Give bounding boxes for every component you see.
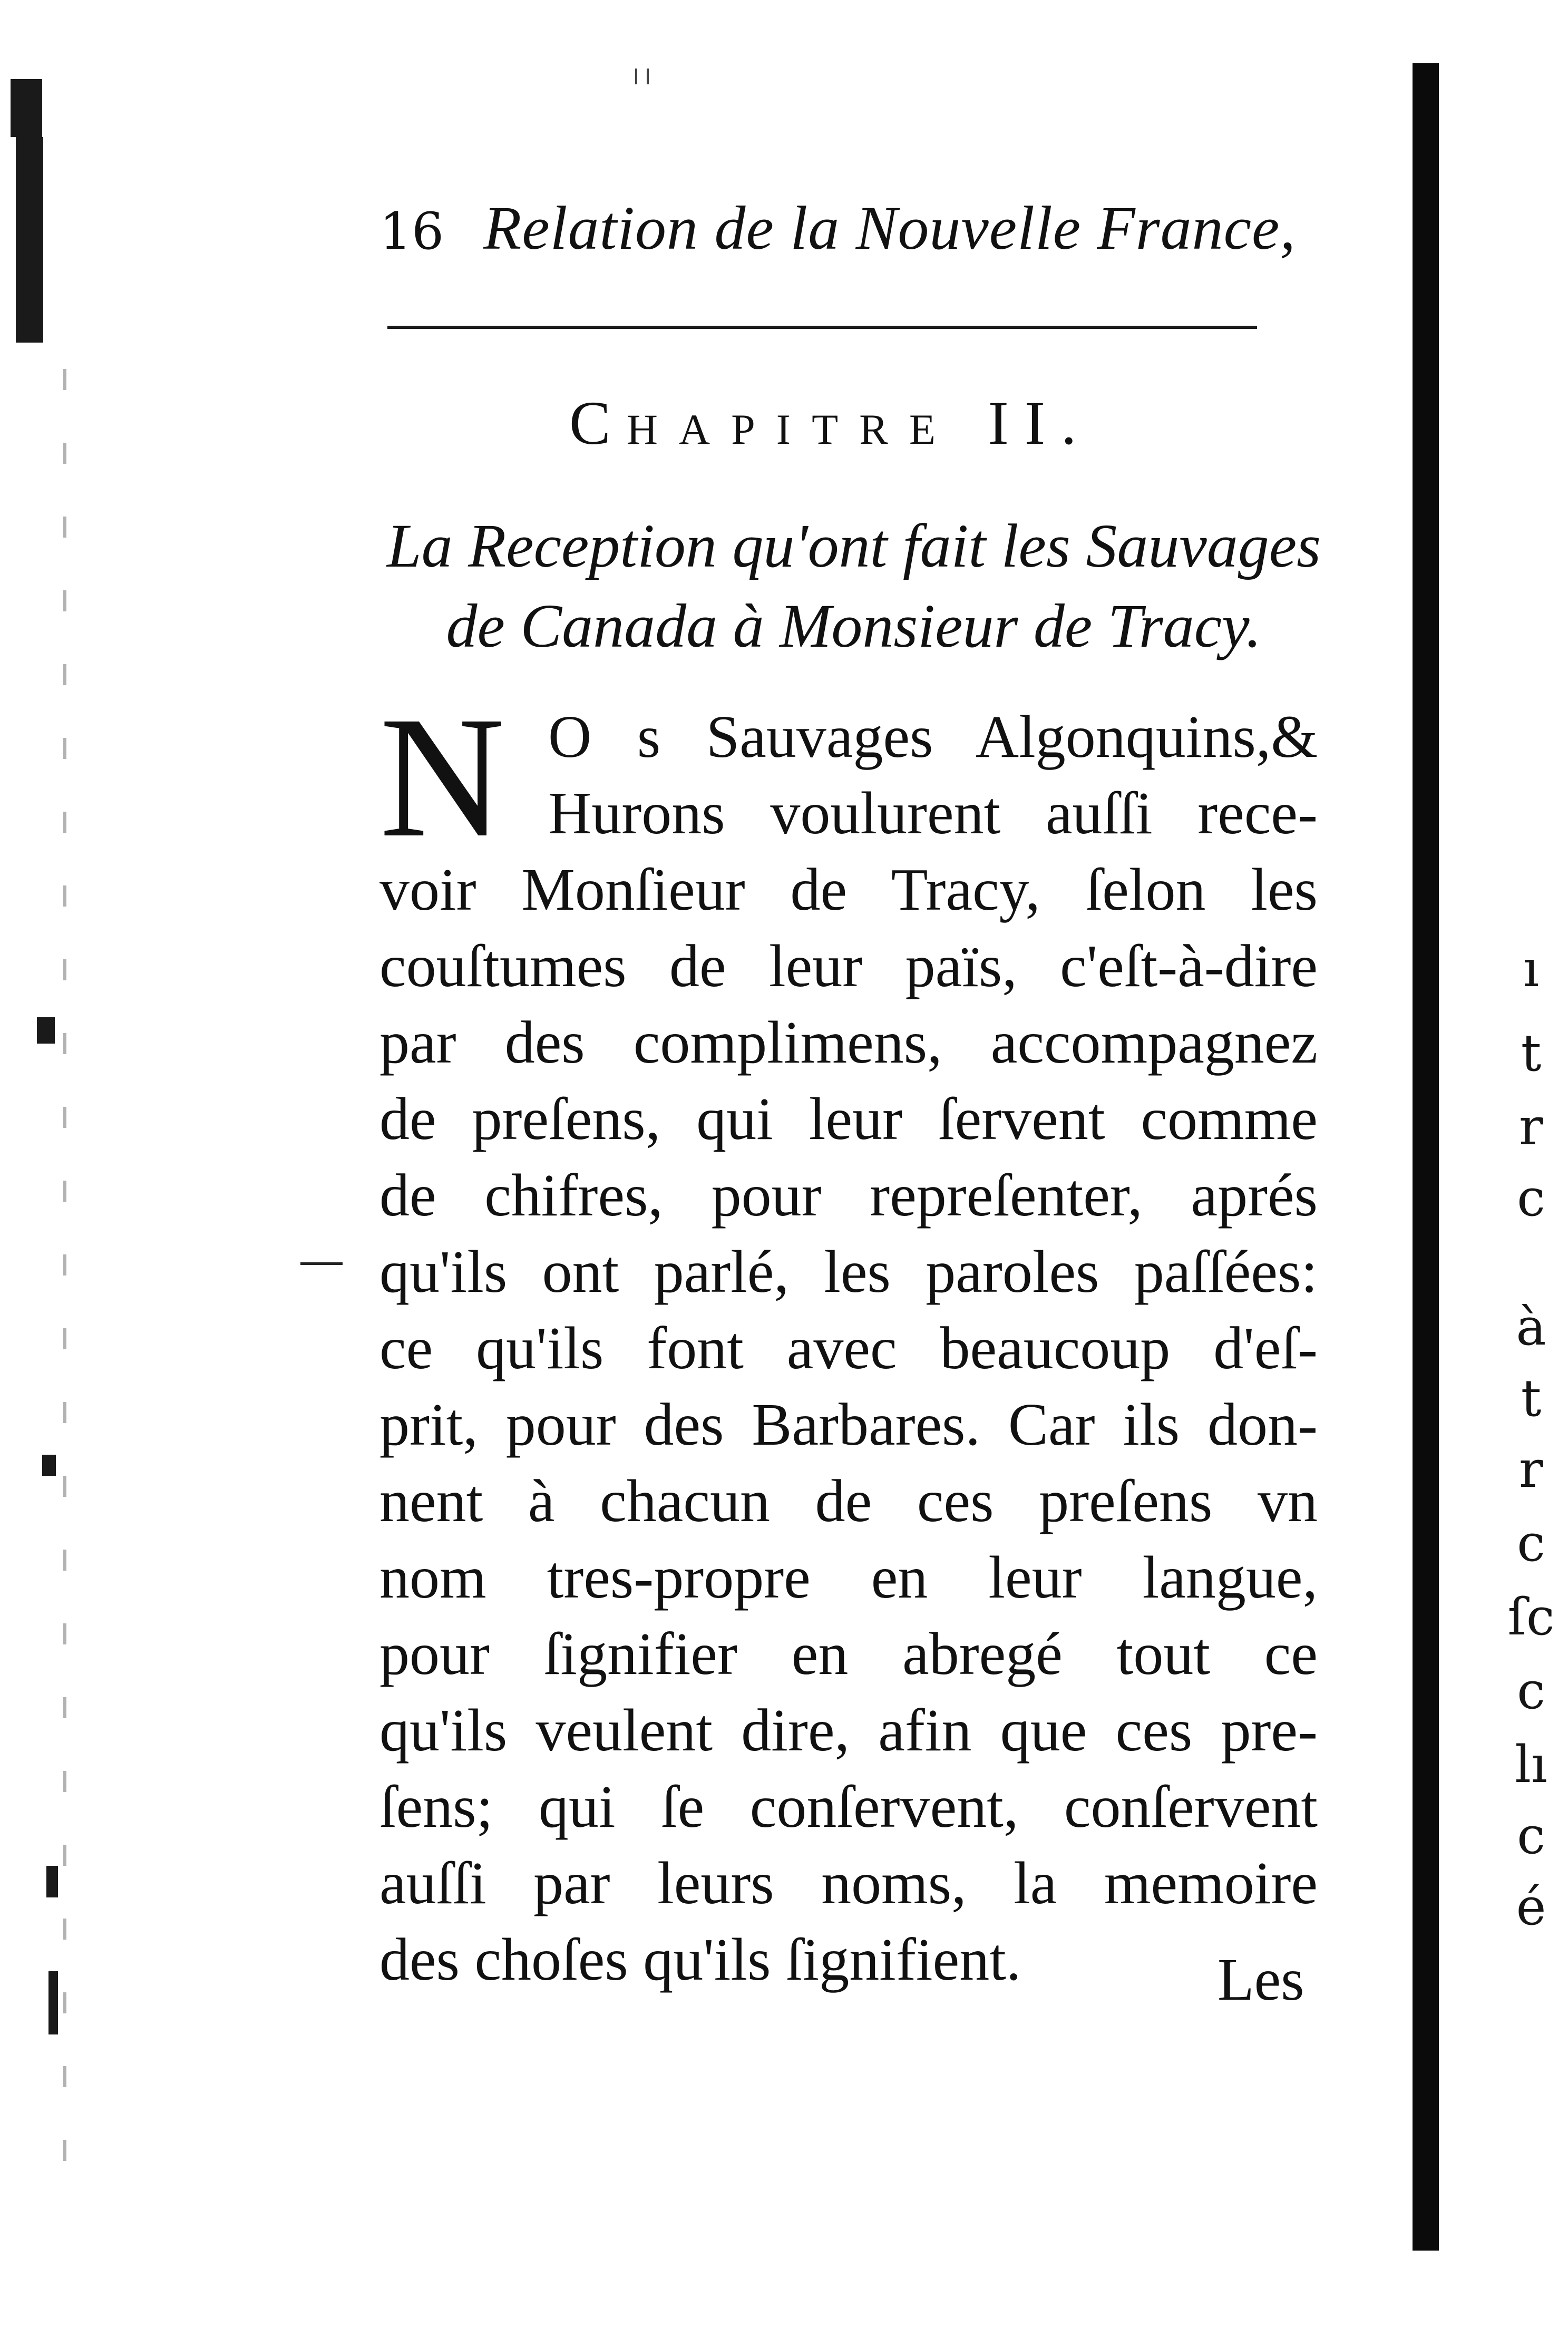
bleed-letter: à (1516, 1298, 1546, 1357)
text-line: Hurons voulurent auſſi rece- (548, 780, 1318, 846)
text-line: nent à chacun de ces preſens vn (379, 1467, 1318, 1534)
text-line: qu'ils veulent dire, afin que ces pre- (379, 1697, 1318, 1764)
text-line: prit, pour des Barbares. Car ils don- (379, 1391, 1318, 1458)
binding-edge-shadow (11, 79, 42, 137)
text-line: O s Sauvages Algonquins,& (548, 703, 1318, 770)
text-line: couſtumes de leur païs, c'eſt-à-dire (379, 932, 1318, 999)
body-paragraph (379, 681, 1318, 1998)
bleed-letter: c (1517, 1169, 1545, 1228)
bleed-letter: c (1517, 1806, 1545, 1865)
chapter-label-rest: HAPITRE (626, 405, 957, 453)
running-head (379, 192, 1296, 266)
binding-edge-shadow (46, 1866, 58, 1897)
binding-edge-shadow (42, 1455, 56, 1476)
bleed-letter: t (1521, 1369, 1542, 1428)
text-line: des choſes qu'ils ſignifient. (379, 1926, 1021, 1993)
binding-edge-shadow (37, 1017, 55, 1044)
scan-mark (635, 69, 649, 84)
text-line: par des complimens, accompagnez (379, 1009, 1318, 1076)
bleed-letter: c (1517, 1514, 1545, 1573)
text-line: de chifres, pour repreſenter, aprés (379, 1162, 1318, 1229)
text-line: ſens; qui ſe conſervent, conſervent (379, 1773, 1318, 1840)
binding-edge-speckle (63, 369, 66, 2214)
head-rule-divider (387, 326, 1257, 329)
chapter-number: II. (988, 388, 1093, 457)
running-title: Relation de la Nouvelle France, (483, 193, 1296, 262)
page-number: 16 (379, 202, 444, 261)
bleed-letter: r (1519, 1440, 1543, 1499)
drop-cap: N (379, 681, 505, 873)
bleed-letter: ı (1523, 939, 1540, 998)
text-line: ce qu'ils font avec beaucoup d'eſ- (379, 1315, 1318, 1381)
gutter-shadow-bar (1413, 63, 1439, 2251)
chapter-heading (569, 387, 1093, 459)
text-line: auſſi par leurs noms, la memoire (379, 1849, 1318, 1916)
chapter-label-initial: C (569, 388, 627, 457)
bleed-letter: ſc (1507, 1588, 1555, 1647)
bleed-letter: é (1516, 1877, 1546, 1936)
catchword: Les (1218, 1946, 1304, 2013)
margin-mark (300, 1262, 343, 1265)
text-line: qu'ils ont parlé, les paroles paſſées: (379, 1238, 1318, 1305)
text-line: pour ſignifier en abregé tout ce (379, 1620, 1318, 1687)
binding-edge-shadow (48, 1971, 58, 2034)
chapter-subtitle (379, 506, 1328, 666)
binding-edge-shadow (16, 137, 43, 343)
bleed-letter: lı (1515, 1735, 1547, 1794)
text-line: de preſens, qui leur ſervent comme (379, 1085, 1318, 1152)
bleed-letter: r (1519, 1097, 1543, 1156)
subtitle-line: La Reception qu'ont fait les Sauvages (386, 511, 1321, 580)
bleed-letter: c (1517, 1661, 1545, 1720)
text-line: nom tres-propre en leur langue, (379, 1544, 1318, 1611)
text-line: voir Monſieur de Tracy, ſelon les (379, 856, 1318, 923)
bleed-letter: t (1521, 1024, 1542, 1083)
subtitle-line: de Canada à Monsieur de Tracy. (446, 591, 1262, 660)
